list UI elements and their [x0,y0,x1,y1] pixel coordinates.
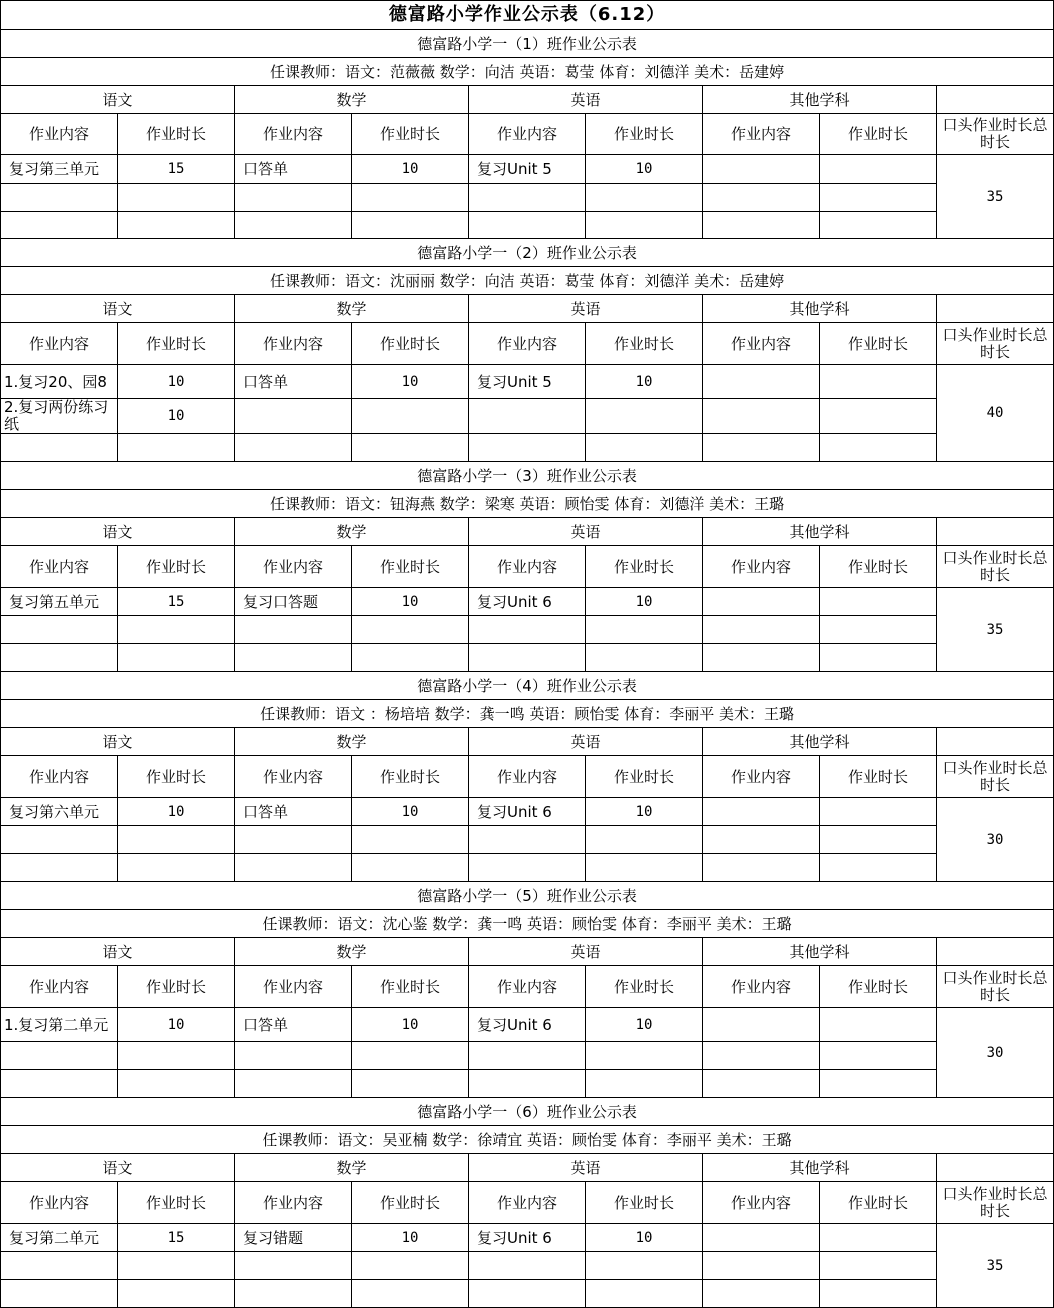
oral-total-value: 35 [937,1224,1054,1308]
content-cell [1,1042,118,1070]
teachers-line: 任课教师：语文：钮海燕 数学：梁寒 英语：顾怡雯 体育：刘德洋 美术：王璐 [1,490,1054,518]
content-cell [235,184,352,212]
duration-cell: 10 [586,798,703,826]
content-cell [1,616,118,644]
content-cell [703,365,820,399]
class-heading: 德富路小学一（5）班作业公示表 [1,882,1054,910]
content-cell: 口答单 [235,798,352,826]
content-cell [703,1008,820,1042]
content-cell [469,826,586,854]
duration-cell [820,434,937,462]
content-cell: 复习错题 [235,1224,352,1252]
duration-cell [352,184,469,212]
content-cell [1,854,118,882]
duration-cell: 10 [352,798,469,826]
content-header: 作业内容 [1,966,118,1008]
duration-header: 作业时长 [118,966,235,1008]
content-header: 作业内容 [1,1182,118,1224]
content-cell [235,399,352,434]
content-cell [469,184,586,212]
duration-header: 作业时长 [118,756,235,798]
oral-total-value: 30 [937,1008,1054,1098]
content-cell [235,1042,352,1070]
content-cell: 口答单 [235,155,352,184]
subject-header: 数学 [235,518,469,546]
duration-cell [352,616,469,644]
content-cell [235,854,352,882]
duration-cell [820,365,937,399]
oral-total-value: 35 [937,588,1054,672]
duration-cell [586,1042,703,1070]
content-cell [469,854,586,882]
duration-header: 作业时长 [118,114,235,155]
duration-cell [586,644,703,672]
content-cell [469,1252,586,1280]
content-header: 作业内容 [703,114,820,155]
content-cell: 复习Unit 5 [469,155,586,184]
subject-header: 语文 [1,728,235,756]
content-header: 作业内容 [703,1182,820,1224]
content-cell [703,434,820,462]
blank-cell [937,295,1054,323]
duration-cell: 10 [352,1008,469,1042]
content-cell [1,1070,118,1098]
duration-header: 作业时长 [586,323,703,365]
content-header: 作业内容 [703,756,820,798]
duration-header: 作业时长 [820,966,937,1008]
duration-cell [118,212,235,239]
teachers-line: 任课教师：语文：范薇薇 数学：向洁 英语：葛莹 体育：刘德洋 美术：岳建婷 [1,58,1054,86]
duration-cell [118,1070,235,1098]
content-header: 作业内容 [469,756,586,798]
duration-cell: 10 [586,588,703,616]
content-cell [469,1042,586,1070]
duration-cell [118,1042,235,1070]
blank-cell [937,938,1054,966]
content-cell [703,1042,820,1070]
duration-cell [820,1070,937,1098]
duration-cell [820,1252,937,1280]
duration-cell [820,1280,937,1308]
duration-cell [352,399,469,434]
duration-header: 作业时长 [352,756,469,798]
content-cell: 1.复习第二单元 [1,1008,118,1042]
duration-cell [352,644,469,672]
content-cell [235,1070,352,1098]
teachers-line: 任课教师：语文：沈心鉴 数学：龚一鸣 英语：顾怡雯 体育：李丽平 美术：王璐 [1,910,1054,938]
duration-cell: 10 [352,588,469,616]
content-cell: 复习Unit 6 [469,1008,586,1042]
subject-header: 语文 [1,295,235,323]
duration-cell [820,616,937,644]
duration-header: 作业时长 [118,1182,235,1224]
duration-cell: 10 [586,1224,703,1252]
content-cell [703,798,820,826]
duration-cell [586,616,703,644]
content-cell: 复习Unit 6 [469,588,586,616]
duration-cell [352,826,469,854]
class-heading: 德富路小学一（1）班作业公示表 [1,30,1054,58]
content-header: 作业内容 [703,323,820,365]
oral-total-header: 口头作业时长总时长 [937,323,1054,365]
subject-header: 英语 [469,518,703,546]
duration-header: 作业时长 [118,546,235,588]
content-cell [703,826,820,854]
teachers-line: 任课教师：语文：吴亚楠 数学：徐靖宜 英语：顾怡雯 体育：李丽平 美术：王璐 [1,1126,1054,1154]
content-cell [703,1280,820,1308]
class-heading: 德富路小学一（2）班作业公示表 [1,239,1054,267]
class-heading: 德富路小学一（6）班作业公示表 [1,1098,1054,1126]
content-cell: 复习第三单元 [1,155,118,184]
subject-header: 数学 [235,1154,469,1182]
duration-cell: 10 [352,1224,469,1252]
duration-cell: 15 [118,588,235,616]
duration-cell: 10 [586,365,703,399]
page-title: 德富路小学作业公示表（6.12） [1,1,1054,30]
duration-cell [352,1042,469,1070]
duration-cell [820,155,937,184]
duration-cell [352,212,469,239]
content-cell [1,434,118,462]
duration-header: 作业时长 [820,323,937,365]
content-cell: 口答单 [235,365,352,399]
oral-total-header: 口头作业时长总时长 [937,966,1054,1008]
duration-cell [586,1070,703,1098]
duration-cell: 15 [118,155,235,184]
duration-cell [820,826,937,854]
duration-cell: 15 [118,1224,235,1252]
duration-header: 作业时长 [820,114,937,155]
content-cell [235,826,352,854]
content-cell: 复习第五单元 [1,588,118,616]
blank-cell [937,728,1054,756]
content-cell [235,616,352,644]
content-cell [703,644,820,672]
content-cell [1,644,118,672]
blank-cell [937,1154,1054,1182]
duration-cell: 10 [118,365,235,399]
duration-cell [820,1224,937,1252]
duration-cell [118,434,235,462]
duration-header: 作业时长 [820,756,937,798]
duration-cell [352,1252,469,1280]
duration-header: 作业时长 [586,966,703,1008]
duration-header: 作业时长 [586,114,703,155]
duration-cell: 10 [118,399,235,434]
content-cell [469,644,586,672]
duration-cell [586,826,703,854]
content-cell [469,1070,586,1098]
content-cell: 口答单 [235,1008,352,1042]
subject-header: 语文 [1,938,235,966]
content-header: 作业内容 [235,1182,352,1224]
duration-cell [820,212,937,239]
oral-total-header: 口头作业时长总时长 [937,546,1054,588]
duration-cell [820,854,937,882]
oral-total-value: 30 [937,798,1054,882]
content-cell: 复习Unit 6 [469,798,586,826]
content-header: 作业内容 [1,114,118,155]
subject-header: 英语 [469,938,703,966]
content-cell [235,212,352,239]
duration-cell: 10 [586,155,703,184]
content-cell: 复习口答题 [235,588,352,616]
content-header: 作业内容 [1,546,118,588]
content-header: 作业内容 [469,114,586,155]
content-cell [703,1252,820,1280]
subject-header: 英语 [469,295,703,323]
content-cell [703,854,820,882]
subject-header: 数学 [235,728,469,756]
content-cell [469,399,586,434]
duration-cell [118,1252,235,1280]
duration-cell [820,644,937,672]
subject-header: 语文 [1,518,235,546]
content-header: 作业内容 [469,966,586,1008]
content-header: 作业内容 [1,756,118,798]
duration-header: 作业时长 [586,546,703,588]
subject-header: 其他学科 [703,295,937,323]
content-cell [235,644,352,672]
content-header: 作业内容 [469,323,586,365]
duration-cell [118,826,235,854]
duration-cell [118,184,235,212]
duration-header: 作业时长 [586,756,703,798]
duration-header: 作业时长 [118,323,235,365]
content-cell [703,399,820,434]
blank-cell [937,518,1054,546]
content-header: 作业内容 [469,546,586,588]
duration-cell [586,399,703,434]
duration-header: 作业时长 [352,1182,469,1224]
duration-header: 作业时长 [820,546,937,588]
content-cell [1,1252,118,1280]
content-cell [235,434,352,462]
duration-cell [586,434,703,462]
duration-cell [820,1042,937,1070]
subject-header: 数学 [235,938,469,966]
subject-header: 其他学科 [703,1154,937,1182]
duration-cell: 10 [352,155,469,184]
subject-header: 其他学科 [703,938,937,966]
blank-cell [937,86,1054,114]
duration-cell: 10 [118,1008,235,1042]
content-cell: 复习Unit 6 [469,1224,586,1252]
duration-cell [352,434,469,462]
duration-cell [352,1280,469,1308]
content-cell: 1.复习20、园8 [1,365,118,399]
content-header: 作业内容 [235,114,352,155]
duration-header: 作业时长 [352,323,469,365]
content-cell [703,588,820,616]
duration-cell: 10 [586,1008,703,1042]
subject-header: 其他学科 [703,518,937,546]
duration-cell [820,588,937,616]
duration-header: 作业时长 [820,1182,937,1224]
content-cell: 复习第二单元 [1,1224,118,1252]
duration-cell [586,1252,703,1280]
duration-cell [352,1070,469,1098]
content-cell [703,212,820,239]
content-cell: 2.复习两份练习纸 [1,399,118,434]
content-header: 作业内容 [1,323,118,365]
content-cell [469,616,586,644]
content-cell [703,155,820,184]
subject-header: 数学 [235,86,469,114]
duration-header: 作业时长 [352,966,469,1008]
subject-header: 语文 [1,1154,235,1182]
duration-header: 作业时长 [586,1182,703,1224]
content-header: 作业内容 [235,546,352,588]
subject-header: 其他学科 [703,86,937,114]
content-cell [703,616,820,644]
content-cell: 复习Unit 5 [469,365,586,399]
subject-header: 英语 [469,1154,703,1182]
content-cell [469,212,586,239]
content-header: 作业内容 [703,966,820,1008]
duration-cell [586,212,703,239]
content-cell: 复习第六单元 [1,798,118,826]
duration-cell [820,399,937,434]
subject-header: 语文 [1,86,235,114]
duration-cell [820,798,937,826]
subject-header: 数学 [235,295,469,323]
duration-cell [118,616,235,644]
duration-cell [352,854,469,882]
content-cell [235,1252,352,1280]
subject-header: 其他学科 [703,728,937,756]
duration-cell [118,644,235,672]
duration-cell: 10 [118,798,235,826]
content-cell [469,434,586,462]
duration-cell [118,1280,235,1308]
content-cell [703,1070,820,1098]
subject-header: 英语 [469,86,703,114]
duration-header: 作业时长 [352,546,469,588]
class-heading: 德富路小学一（3）班作业公示表 [1,462,1054,490]
duration-cell [820,1008,937,1042]
teachers-line: 任课教师：语文：沈丽丽 数学：向洁 英语：葛莹 体育：刘德洋 美术：岳建婷 [1,267,1054,295]
content-header: 作业内容 [469,1182,586,1224]
oral-total-header: 口头作业时长总时长 [937,756,1054,798]
duration-cell [586,1280,703,1308]
content-cell [235,1280,352,1308]
oral-total-header: 口头作业时长总时长 [937,114,1054,155]
content-header: 作业内容 [235,966,352,1008]
duration-cell [586,184,703,212]
content-cell [1,826,118,854]
content-header: 作业内容 [703,546,820,588]
oral-total-value: 35 [937,155,1054,239]
oral-total-header: 口头作业时长总时长 [937,1182,1054,1224]
subject-header: 英语 [469,728,703,756]
content-cell [703,184,820,212]
duration-header: 作业时长 [352,114,469,155]
duration-cell [118,854,235,882]
duration-cell [820,184,937,212]
content-header: 作业内容 [235,756,352,798]
content-cell [703,1224,820,1252]
class-heading: 德富路小学一（4）班作业公示表 [1,672,1054,700]
content-cell [1,1280,118,1308]
duration-cell [586,854,703,882]
content-header: 作业内容 [235,323,352,365]
duration-cell: 10 [352,365,469,399]
content-cell [1,184,118,212]
content-cell [1,212,118,239]
content-cell [469,1280,586,1308]
oral-total-value: 40 [937,365,1054,462]
teachers-line: 任课教师：语文 ：杨培培 数学：龚一鸣 英语：顾怡雯 体育：李丽平 美术：王璐 [1,700,1054,728]
